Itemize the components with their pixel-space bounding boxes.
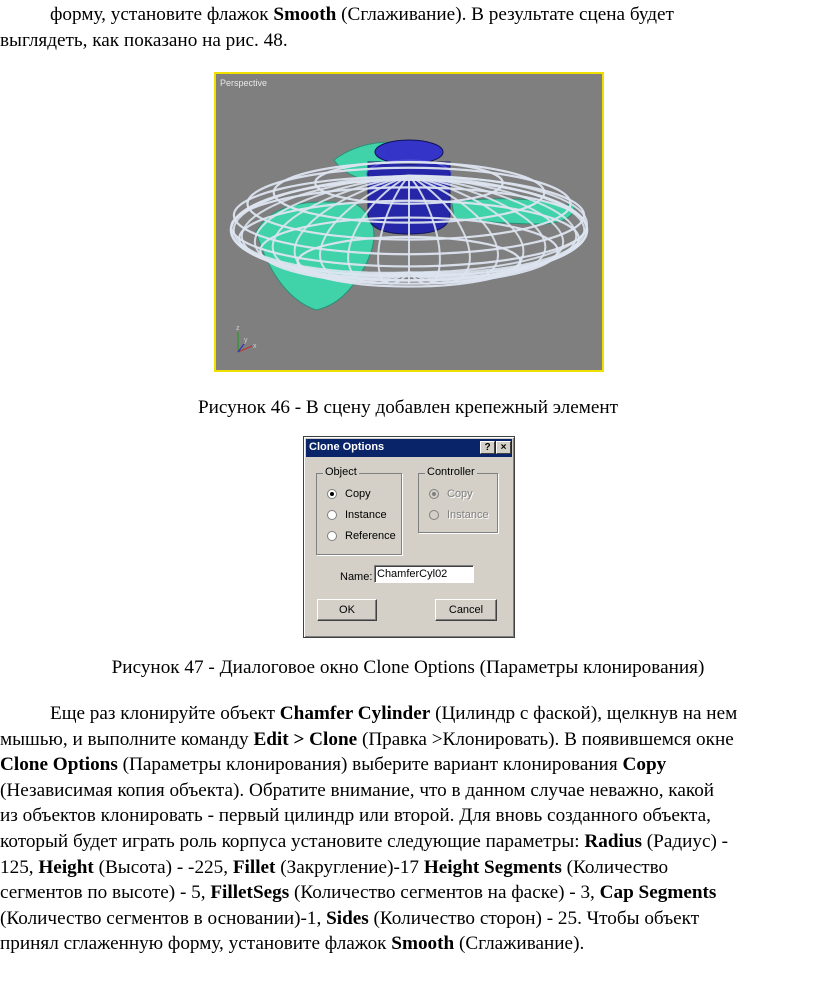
body-paragraph: [0, 701, 816, 957]
body-line-5: из объектов клонировать - первый цилиндр или второй. Для вновь созданного объекта,: [0, 805, 711, 827]
controller-group: [418, 466, 498, 533]
controller-instance-label: Instance: [447, 509, 489, 521]
body-line-3: Clone Options (Параметры клонирования) выберите вариант клонирования Copy: [0, 754, 667, 776]
axis-y-label: y: [244, 337, 248, 344]
body-line-6: который будет играть роль корпуса установите следующие параметры: Radius (Радиус) -: [0, 830, 729, 852]
viewport-label: Perspective: [220, 78, 268, 88]
object-reference-label: Reference: [345, 530, 396, 542]
scene-render: [216, 74, 602, 370]
cancel-button[interactable]: Cancel: [435, 599, 497, 621]
body-line-9: (Количество сегментов в основании)-1, Sides (Количество сторон) - 25. Чтобы объект: [0, 907, 700, 929]
ok-button[interactable]: OK: [317, 599, 377, 621]
radio-button: [429, 489, 439, 499]
wireframe-cage: [231, 162, 587, 287]
intro-line-1: форму, установите флажок Smooth (Сглаживание). В результате сцена будет: [50, 4, 674, 25]
dialog-titlebar: [306, 439, 512, 457]
clone-options-dialog: [303, 436, 515, 638]
object-copy-label: Copy: [345, 488, 371, 500]
body-line-4: (Независимая копия объекта). Обратите внимание, что в данном случае неважно, какой: [0, 779, 715, 801]
body-line-1: Еще раз клонируйте объект Chamfer Cylinder (Цилиндр с фаской), щелкнув на нем: [50, 703, 738, 724]
object-group-label: Object: [325, 466, 357, 478]
body-line-10: принял сглаженную форму, установите флажок Smooth (Сглаживание).: [0, 933, 585, 955]
radio-button[interactable]: [327, 510, 337, 520]
body-line-8: сегментов по высоте) - 5, FilletSegs (Количество сегментов на фаске) - 3, Cap Segments: [0, 882, 717, 904]
radio-button: [429, 510, 439, 520]
axis-gizmo: [236, 325, 257, 352]
help-button[interactable]: ?: [480, 441, 495, 454]
axis-x-label: x: [253, 343, 257, 350]
axis-z-label: z: [236, 325, 240, 332]
figure-46-caption: Рисунок 46 - В сцену добавлен крепежный элемент: [197, 397, 619, 418]
perspective-viewport: [214, 72, 604, 372]
object-group: [316, 466, 402, 555]
radio-button[interactable]: [327, 531, 337, 541]
object-instance-label: Instance: [345, 509, 387, 521]
name-label: Name:: [340, 571, 373, 583]
radio-button[interactable]: [327, 489, 337, 499]
intro-line-2: выглядеть, как показано на рис. 48.: [0, 29, 288, 51]
close-button[interactable]: ×: [496, 441, 511, 454]
name-input[interactable]: ChamferCyl02: [374, 565, 474, 583]
controller-copy-label: Copy: [447, 488, 473, 500]
dialog-title: Clone Options: [309, 441, 385, 453]
figure-47-caption: Рисунок 47 - Диалоговое окно Clone Options (Параметры клонирования): [111, 657, 705, 678]
intro-paragraph: [0, 2, 816, 53]
body-line-2: мышью, и выполните команду Edit > Clone (Правка >Клонировать). В появившемся окне: [0, 728, 734, 750]
body-line-7: 125, Height (Высота) - -225, Fillet (Закругление)-17 Height Segments (Количество: [0, 856, 669, 878]
controller-group-label: Controller: [427, 466, 475, 478]
